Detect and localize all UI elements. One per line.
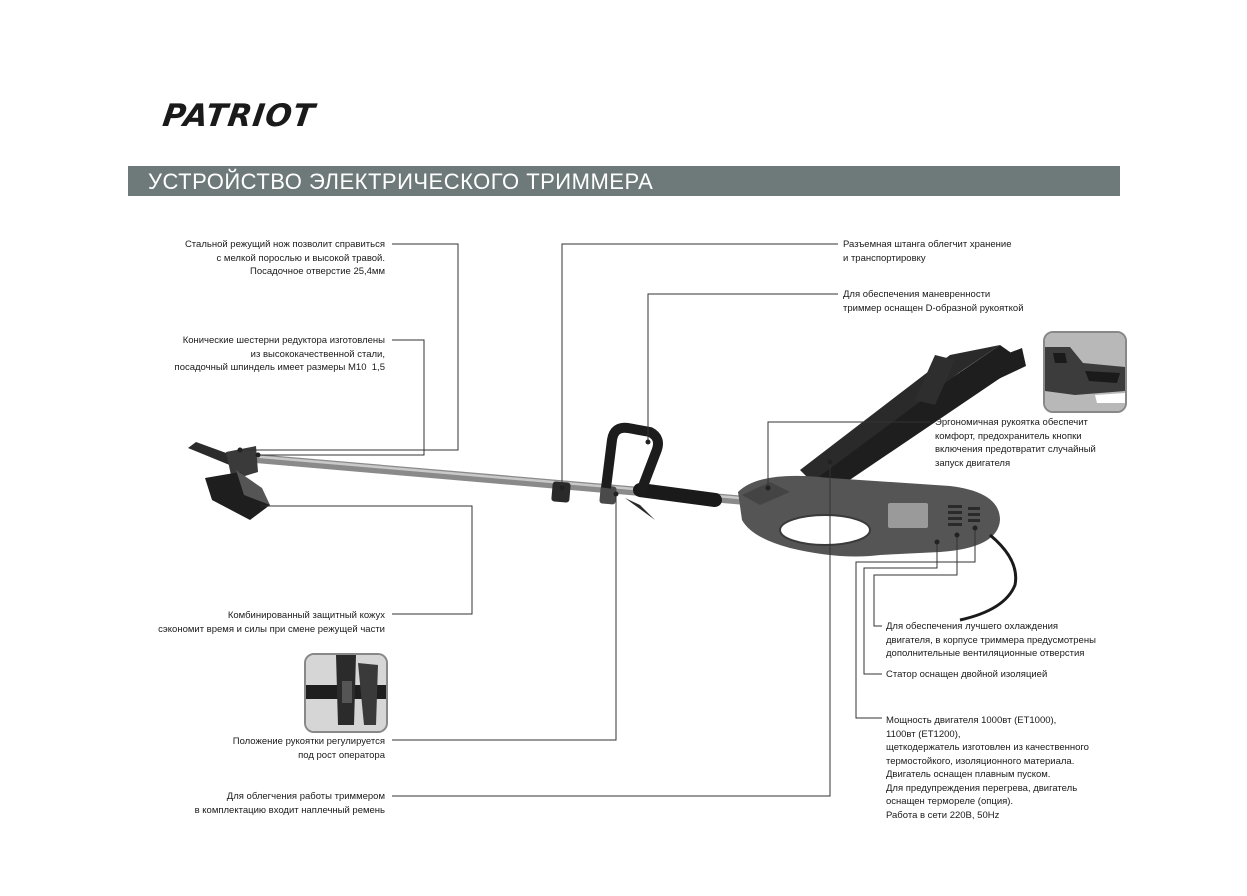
callout-handle-position: Положение рукоятки регулируется под рост оператора: [232, 736, 385, 761]
callout-stator: Статор оснащен двойной изоляцией: [886, 669, 1048, 680]
callout-gears: Конические шестерни редуктора изготовлены из высококачественной стали, посадочный шпиндель имеет размеры М10 1,5: [174, 335, 385, 373]
callout-split-shaft: Разъемная штанга облегчит хранение и транспортировку: [843, 239, 1012, 264]
page-title: УСТРОЙСТВО ЭЛЕКТРИЧЕСКОГО ТРИММЕРА: [148, 169, 654, 194]
callout-motor: Мощность двигателя 1000вт (ЕТ1000), 1100вт (ЕТ1200), щеткодержатель изготовлен из качественного термостойкого, изоляционного материала. Двигатель оснащен плавным пуском. Для предупреждения перегрева, двигатель оснащен термореле (опция). Работа в сети 220В, 50Hz: [886, 715, 1089, 821]
callout-cooling: Для обеспечения лучшего охлаждения двигателя, в корпусе триммера предусмотрены дополнительные вентиляционные отверстия: [886, 621, 1096, 659]
callout-ergonomic-grip: Эргономичная рукоятка обеспечит комфорт, предохранитель кнопки включения предотвратит случайный запуск двигателя: [935, 417, 1096, 469]
inset-handle-clamp: [304, 653, 388, 733]
inset-trigger: [1043, 331, 1127, 413]
callout-steel-blade: Стальной режущий нож позволит справиться с мелкой порослью и высокой травой. Посадочное отверстие 25,4мм: [184, 239, 385, 277]
callout-strap: Для облегчения работы триммером в комплектацию входит наплечный ремень: [194, 791, 385, 816]
callout-guard: Комбинированный защитный кожух сэкономит время и силы при смене режущей части: [158, 610, 385, 635]
shaft: [250, 456, 740, 505]
callout-d-handle: Для обеспечения маневренности триммер оснащен D-образной рукояткой: [843, 289, 1024, 314]
brand-logo: PATRIOT: [160, 98, 318, 134]
motor-housing: [738, 476, 1016, 620]
